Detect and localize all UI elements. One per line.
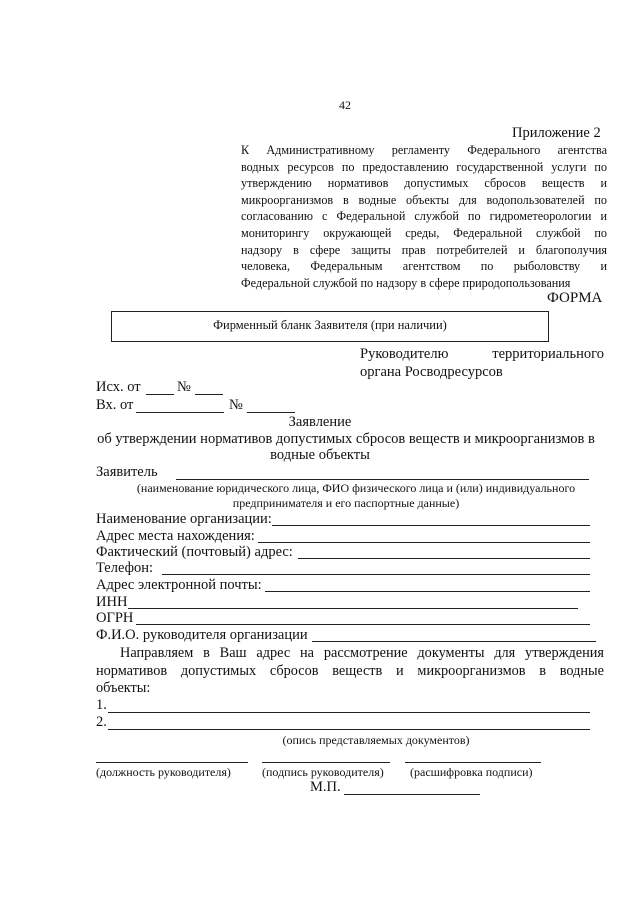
form-label: ФОРМА [547, 290, 603, 306]
document-item-1-number: 1. [96, 697, 107, 713]
org-name-label: Наименование организации: [96, 511, 272, 527]
inn-field[interactable] [128, 608, 578, 609]
applicant-field[interactable] [176, 479, 589, 480]
incoming-date-field[interactable] [136, 412, 224, 413]
org-name-field[interactable] [272, 525, 590, 526]
addressee-line2: органа Росводресурсов [360, 364, 503, 380]
director-name-label: Ф.И.О. руководителя организации [96, 627, 308, 643]
director-name-field[interactable] [312, 641, 596, 642]
phone-field[interactable] [162, 574, 590, 575]
document-item-2-number: 2. [96, 714, 107, 730]
postal-address-label: Фактический (почтовый) адрес: [96, 544, 293, 560]
statement-subtitle-line2: водные объекты [270, 447, 370, 463]
appendix-line: человека, Федеральным агентством по рыболовству и [241, 259, 607, 274]
email-field[interactable] [265, 591, 590, 592]
appendix-line: водных ресурсов по предоставлению государственной услуги по [241, 159, 607, 174]
appendix-line: мониторингу окружающей среды, Федеральной службой по [241, 225, 607, 240]
ogrn-field[interactable] [136, 624, 590, 625]
applicant-hint-line1: (наименование юридического лица, ФИО физического лица и (или) индивидуального [136, 481, 576, 495]
appendix-title: Приложение 2 [512, 125, 601, 141]
ogrn-label: ОГРН [96, 610, 134, 626]
document-item-1-field[interactable] [108, 712, 590, 713]
incoming-number-field[interactable] [247, 412, 295, 413]
letterhead-box [111, 311, 549, 342]
stamp-label: М.П. [310, 779, 341, 795]
letterhead-label: Фирменный бланк Заявителя (при наличии) [213, 318, 447, 332]
position-field[interactable] [96, 762, 248, 763]
applicant-hint-line2: предпринимателя и его паспортные данные) [232, 496, 460, 510]
inn-label: ИНН [96, 594, 128, 610]
statement-subtitle-line1: об утверждении нормативов допустимых сбросов веществ и микроорганизмов в [97, 431, 595, 447]
intro-line: нормативов допустимых сбросов веществ и микроорганизмов в водные [96, 662, 604, 679]
appendix-line: Федеральной службой по надзору в сфере природопользования [241, 275, 571, 290]
email-label: Адрес электронной почты: [96, 577, 262, 593]
decoding-hint: (расшифровка подписи) [410, 765, 533, 779]
appendix-line: К Административному регламенту Федерального агентства [241, 143, 607, 157]
documents-hint: (опись представляемых документов) [282, 733, 470, 747]
appendix-body [241, 142, 607, 291]
incoming-no-label: № [229, 397, 243, 413]
postal-address-field[interactable] [298, 558, 590, 559]
signature-field[interactable] [262, 762, 390, 763]
addressee-line1: Руководителю территориального [360, 346, 604, 362]
decoding-field[interactable] [405, 762, 541, 763]
outgoing-from-label: Исх. от [96, 379, 141, 395]
appendix-line: надзору в сфере защиты прав потребителей и благополучия [241, 242, 607, 257]
intro-paragraph [96, 645, 604, 698]
signature-hint: (подпись руководителя) [262, 765, 384, 779]
outgoing-no-label: № [177, 379, 191, 395]
phone-label: Телефон: [96, 560, 154, 576]
appendix-line: микроорганизмов в водные объекты для водопользователей по [241, 192, 607, 207]
appendix-line: утверждению нормативов допустимых сбросов веществ и [241, 176, 607, 191]
statement-title: Заявление [288, 414, 352, 430]
stamp-field[interactable] [344, 794, 480, 795]
page-number: 42 [339, 98, 351, 112]
position-hint: (должность руководителя) [96, 765, 231, 779]
intro-line: Направляем в Ваш адрес на рассмотрение документы для утверждения [120, 645, 604, 661]
incoming-from-label: Вх. от [96, 397, 134, 413]
applicant-label: Заявитель [96, 464, 158, 480]
outgoing-number-field[interactable] [195, 394, 223, 395]
document-item-2-field[interactable] [108, 729, 590, 730]
intro-line: объекты: [96, 680, 151, 696]
outgoing-date-field[interactable] [146, 394, 174, 395]
location-address-field[interactable] [258, 542, 590, 543]
location-address-label: Адрес места нахождения: [96, 528, 255, 544]
appendix-line: согласованию с Федеральной службой по гидрометеорологии и [241, 209, 607, 224]
